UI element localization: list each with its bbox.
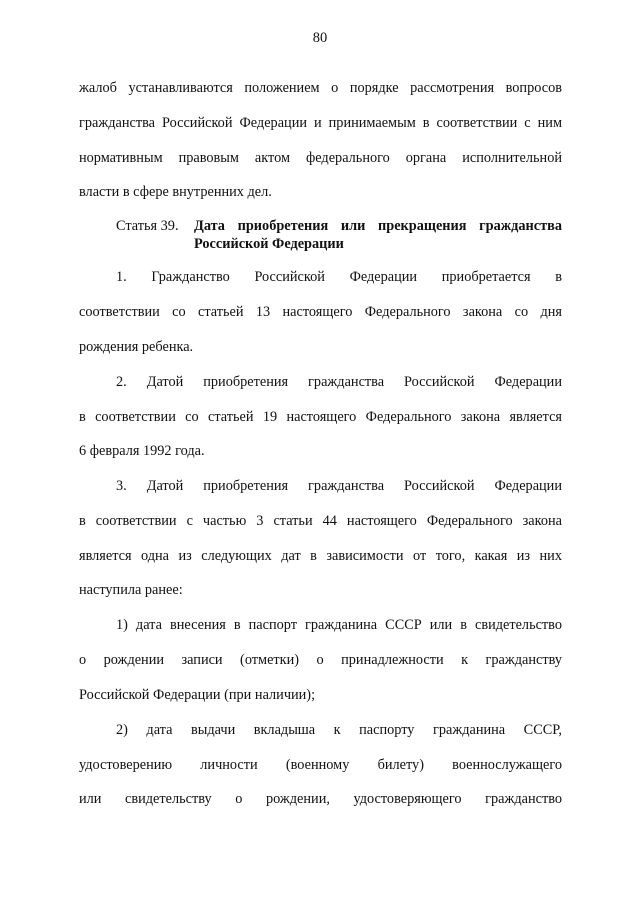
text-line: жалоб устанавливаются положением о порядке рассмотрения вопросов bbox=[79, 80, 562, 96]
text-line: в соответствии со статьей 19 настоящего Федерального закона является bbox=[79, 409, 562, 425]
text-line: власти в сфере внутренних дел. bbox=[79, 184, 272, 200]
text-line: наступила ранее: bbox=[79, 582, 183, 598]
text-line: нормативным правовым актом федерального органа исполнительной bbox=[79, 150, 562, 166]
paragraph-start: 2. Датой приобретения гражданства Российской Федерации bbox=[116, 374, 562, 390]
article-title-line: Российской Федерации bbox=[194, 236, 344, 252]
text-line: удостоверению личности (военному билету) военнослужащего bbox=[79, 757, 562, 773]
text-line: гражданства Российской Федерации и принимаемым в соответствии с ним bbox=[79, 115, 562, 131]
text-line: или свидетельству о рождении, удостоверяющего гражданство bbox=[79, 791, 562, 807]
text-line: является одна из следующих дат в зависимости от того, какая из них bbox=[79, 548, 562, 564]
paragraph-start: 1. Гражданство Российской Федерации приобретается в bbox=[116, 269, 562, 285]
text-line: в соответствии с частью 3 статьи 44 настоящего Федерального закона bbox=[79, 513, 562, 529]
article-title-line: Дата приобретения или прекращения гражданства bbox=[194, 218, 562, 234]
article-title bbox=[194, 217, 562, 253]
paragraph-start: 3. Датой приобретения гражданства Российской Федерации bbox=[116, 478, 562, 494]
list-item-start: 1) дата внесения в паспорт гражданина СССР или в свидетельство bbox=[116, 617, 562, 633]
text-line: рождения ребенка. bbox=[79, 339, 194, 355]
text-line: о рождении записи (отметки) о принадлежности к гражданству bbox=[79, 652, 562, 668]
list-item-start: 2) дата выдачи вкладыша к паспорту гражданина СССР, bbox=[116, 722, 562, 738]
text-line: соответствии со статьей 13 настоящего Федерального закона со дня bbox=[79, 304, 562, 320]
page-number: 80 bbox=[312, 30, 328, 46]
article-label: Статья 39. bbox=[116, 218, 179, 234]
text-line: Российской Федерации (при наличии); bbox=[79, 687, 316, 703]
text-line: 6 февраля 1992 года. bbox=[79, 443, 205, 459]
